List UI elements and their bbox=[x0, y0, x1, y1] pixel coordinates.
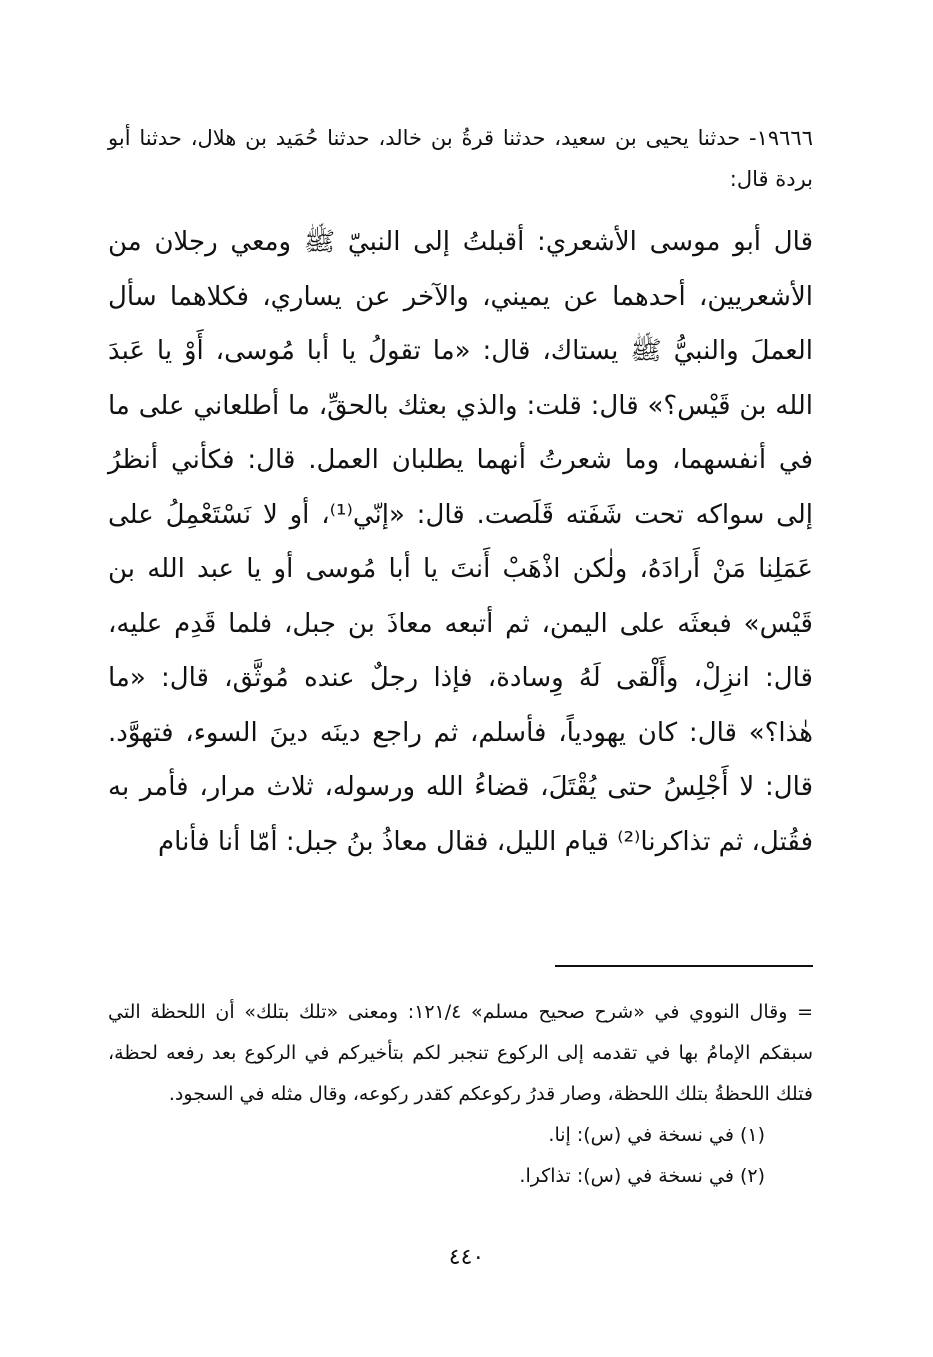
hadith-matn: قال أبو موسى الأشعري: أقبلتُ إلى النبيّ ﷺ ومعي رجلان من الأشعريين، أحدهما عن يميني، والآخر عن يساري، فكلاهما سأل العملَ والنبيُّ ﷺ يستاك، قال: «ما تقولُ يا أبا مُوسى، أَوْ يا عَبدَ الله بن قَيْس؟» قال: قلت: والذي بعثك بالحقِّ، ما أطلعاني على ما في أنفسهما، وما شعرتُ أنهما يطلبان العمل. قال: فكأني أنظرُ إلى سواكه تحت شَفَته قَلَصت. قال: «إنّي⁽¹⁾، أو لا نَسْتَعْمِلُ على عَمَلِنا مَنْ أَرادَهُ، ولٰكن اذْهَبْ أَنتَ يا أبا مُوسى أو يا عبد الله بن قَيْس» فبعثَه على اليمن، ثم أتبعه معاذَ بن جبل، فلما قَدِم عليه، قال: انزِلْ، وأَلْقى لَهُ وِسادة، فإذا رجلٌ عنده مُوثَّق، قال: «ما هٰذا؟» قال: كان يهودياً، فأسلم، ثم راجع دينَه دينَ السوء، فتهوَّد. قال: لا أَجْلِسُ حتى يُقْتَلَ، قضاءُ الله ورسوله، ثلاث مرار، فأمر به فقُتل، ثم تذاكرنا⁽²⁾ قيام الليل، فقال معاذُ بنُ جبل: أمّا أنا فأنام bbox=[108, 227, 813, 857]
footnote-2: (٢) في نسخة في (س): تذاكرا. bbox=[519, 1165, 765, 1187]
hadith-isnad: ١٩٦٦٦- حدثنا يحيى بن سعيد، حدثنا قرةُ بن خالد، حدثنا حُمَيد بن هلال، حدثنا أبو بردة قال: bbox=[108, 126, 813, 191]
footnote-1: (١) في نسخة في (س): إنا. bbox=[548, 1124, 765, 1146]
footnote-continuation: = وقال النووي في «شرح صحيح مسلم» ١٢١/٤: ومعنى «تلك بتلك» أن اللحظة التي سبقكم الإمامُ بها في تقدمه إلى الركوع تنجبر لكم بتأخيركم في الركوع بعد رفعه لحظة، فتلك اللحظةُ بتلك اللحظة، وصار قدرُ ركوعكم كقدر ركوعه، وقال مثله في السجود. bbox=[108, 1001, 813, 1105]
footnotes bbox=[108, 992, 813, 1197]
page-number: ٤٤٠ bbox=[448, 1245, 485, 1270]
footnote-separator bbox=[555, 965, 813, 967]
